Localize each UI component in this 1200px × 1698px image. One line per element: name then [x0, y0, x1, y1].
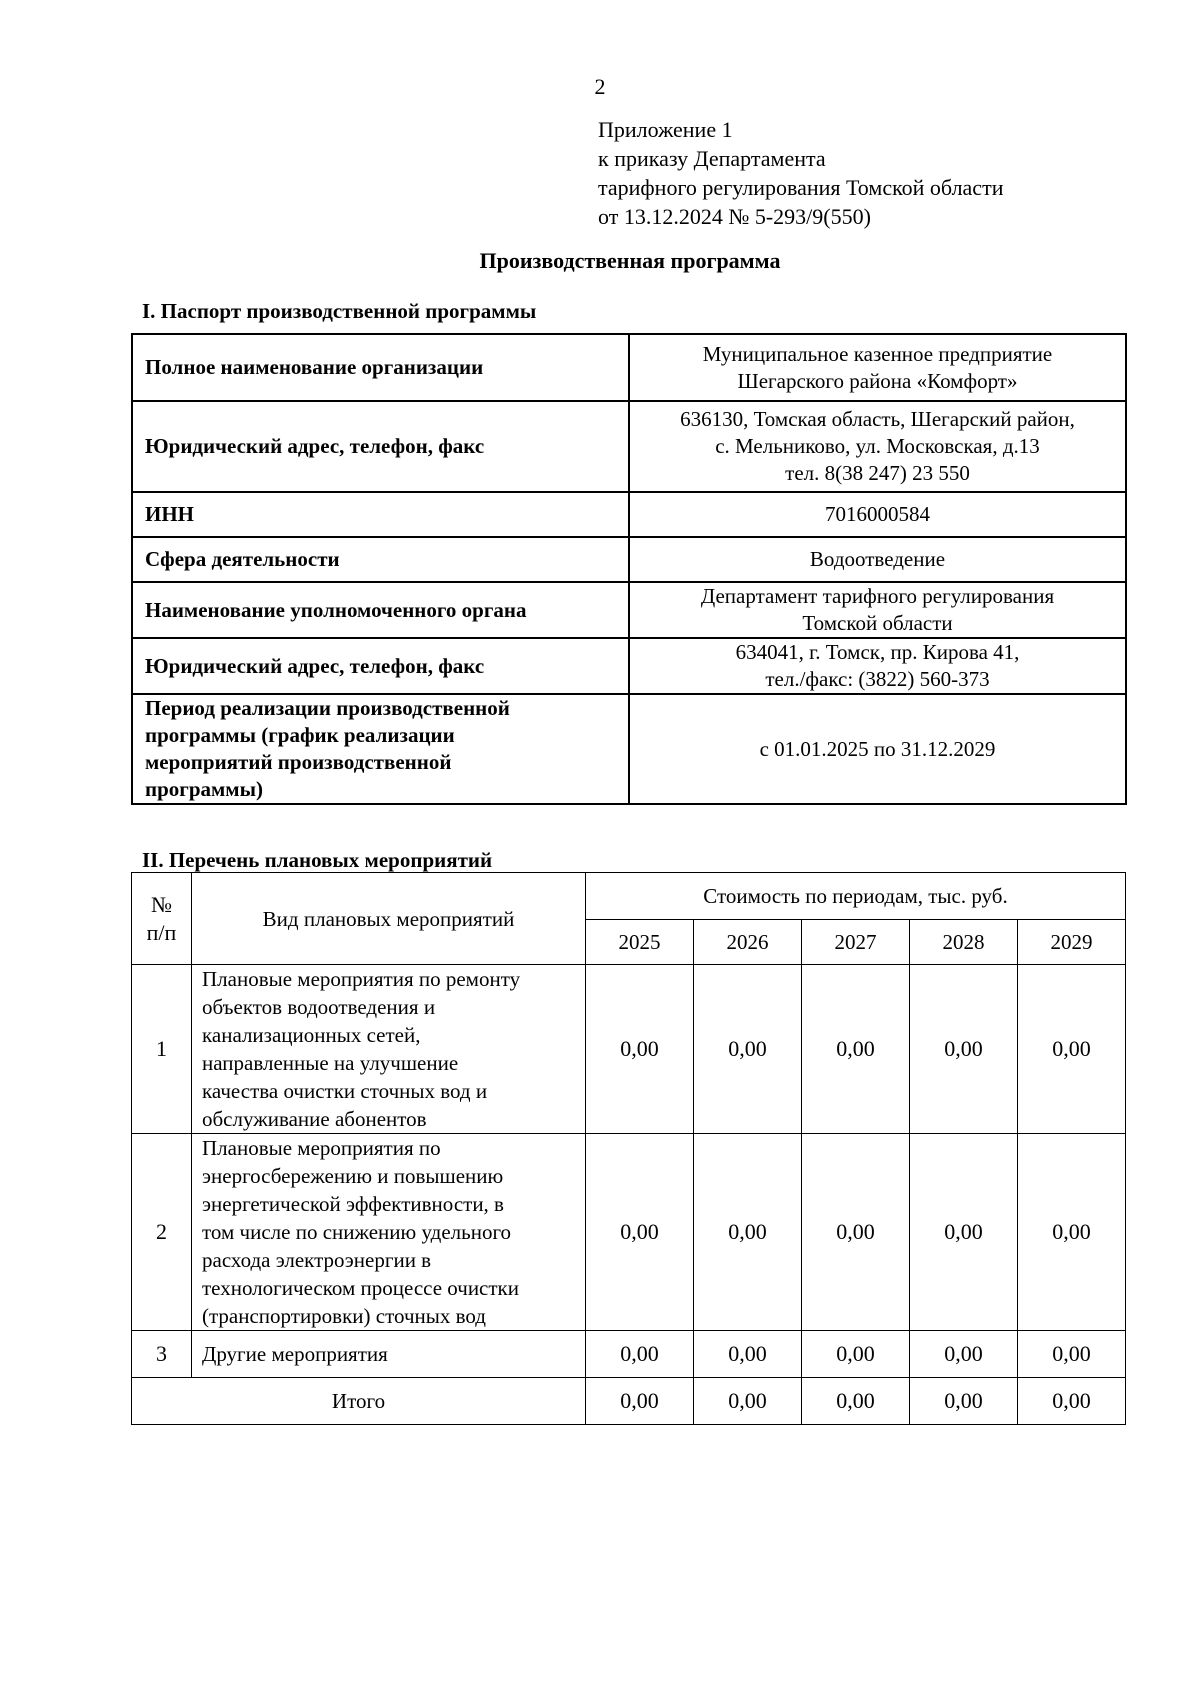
row-description-line: качества очистки сточных вод и [202, 1079, 488, 1103]
appendix-line-2: к приказу Департамента [598, 146, 826, 171]
passport-value-line: Томской области [802, 611, 953, 635]
passport-label-cell [132, 537, 629, 582]
row-description-line: энергосбережению и повышению [202, 1164, 504, 1188]
row-description-cell [192, 1331, 586, 1378]
table-row [132, 965, 1126, 1134]
header-year-cell: 2027 [802, 920, 910, 965]
passport-row [132, 694, 1126, 804]
row-description-line: направленные на улучшение [202, 1051, 459, 1075]
header-year-cell: 2026 [694, 920, 802, 965]
passport-label-cell [132, 401, 629, 492]
passport-value-line: тел./факс: (3822) 560-373 [765, 667, 990, 691]
passport-label-line: Период реализации производственной [145, 696, 510, 720]
row-description-line: том числе по снижению удельного [202, 1220, 512, 1244]
appendix-line-1: Приложение 1 [598, 117, 733, 142]
row-value-cell: 0,00 [586, 1134, 694, 1331]
header-number-line-1: № [151, 891, 172, 917]
appendix-line-4: от 13.12.2024 № 5-293/9(550) [598, 204, 871, 229]
row-number-cell: 1 [132, 965, 192, 1134]
passport-value-line: Департамент тарифного регулирования [700, 584, 1055, 608]
passport-row [132, 582, 1126, 638]
passport-label-line: программы (график реализации [145, 723, 455, 747]
row-description-line: канализационных сетей, [202, 1023, 421, 1047]
passport-value-line: с. Мельниково, ул. Московская, д.13 [715, 434, 1040, 458]
passport-value-cell [629, 582, 1126, 638]
table-row [132, 1134, 1126, 1331]
passport-value-line: Муниципальное казенное предприятие [702, 341, 1053, 366]
passport-row [132, 537, 1126, 582]
passport-value-cell [629, 638, 1126, 694]
row-description-line: объектов водоотведения и [202, 995, 436, 1019]
passport-value-cell [629, 537, 1126, 582]
row-description-cell [192, 965, 586, 1134]
row-value-cell: 0,00 [586, 1331, 694, 1378]
table-row [132, 1331, 1126, 1378]
passport-label-line: Полное наименование организации [145, 355, 484, 379]
passport-label-line: Юридический адрес, телефон, факс [145, 653, 485, 678]
passport-label-cell [132, 492, 629, 537]
appendix-line-3: тарифного регулирования Томской области [598, 175, 1004, 200]
passport-label-line: Наименование уполномоченного органа [145, 597, 527, 622]
total-value-cell: 0,00 [910, 1378, 1018, 1425]
header-cost-cell: Стоимость по периодам, тыс. руб. [586, 873, 1126, 920]
passport-table [131, 333, 1127, 805]
row-value-cell: 0,00 [1018, 1331, 1126, 1378]
passport-label-cell [132, 638, 629, 694]
section-2-title: II. Перечень плановых мероприятий [142, 848, 493, 872]
row-description-line: (транспортировки) сточных вод [202, 1304, 486, 1328]
passport-row [132, 638, 1126, 694]
header-year-cell: 2028 [910, 920, 1018, 965]
header-number-cell [132, 873, 192, 965]
row-value-cell: 0,00 [910, 965, 1018, 1134]
row-description-line: обслуживание абонентов [202, 1107, 427, 1131]
passport-row [132, 334, 1126, 401]
row-description-line: Плановые мероприятия по ремонту [202, 967, 521, 991]
document-title: Производственная программа [479, 248, 781, 273]
row-value-cell: 0,00 [1018, 1134, 1126, 1331]
row-value-cell: 0,00 [802, 965, 910, 1134]
passport-value-cell [629, 492, 1126, 537]
row-description-line: технологическом процессе очистки [202, 1276, 519, 1300]
row-value-cell: 0,00 [694, 965, 802, 1134]
passport-value-line: тел. 8(38 247) 23 550 [785, 461, 970, 485]
total-label-cell: Итого [132, 1378, 586, 1425]
row-value-cell: 0,00 [802, 1331, 910, 1378]
passport-label-cell [132, 334, 629, 401]
section-1-title: I. Паспорт производственной программы [142, 299, 537, 323]
plans-table [131, 872, 1126, 1425]
total-value-cell: 0,00 [694, 1378, 802, 1425]
row-value-cell: 0,00 [802, 1134, 910, 1331]
passport-label-line: ИНН [145, 502, 195, 526]
row-value-cell: 0,00 [910, 1331, 1018, 1378]
total-value-cell: 0,00 [586, 1378, 694, 1425]
passport-label-line: мероприятий производственной [145, 750, 452, 774]
row-description-line: Другие мероприятия [202, 1342, 388, 1366]
row-number-cell: 2 [132, 1134, 192, 1331]
passport-value-line: 636130, Томская область, Шегарский район, [680, 407, 1075, 431]
row-description-line: Плановые мероприятия по [202, 1136, 441, 1160]
passport-value-cell [629, 401, 1126, 492]
row-value-cell: 0,00 [586, 965, 694, 1134]
total-value-cell: 0,00 [1018, 1378, 1126, 1425]
passport-row [132, 401, 1126, 492]
row-value-cell: 0,00 [694, 1331, 802, 1378]
passport-value-cell [629, 694, 1126, 804]
passport-value-line: Водоотведение [809, 547, 946, 571]
row-value-cell: 0,00 [694, 1134, 802, 1331]
passport-label-line: программы) [145, 777, 263, 801]
row-value-cell: 0,00 [1018, 965, 1126, 1134]
row-description-line: расхода электроэнергии в [202, 1248, 432, 1272]
header-number-line-2: п/п [146, 919, 177, 945]
passport-value-line: 634041, г. Томск, пр. Кирова 41, [735, 640, 1020, 664]
row-description-line: энергетической эффективности, в [202, 1192, 504, 1216]
passport-value-line: с 01.01.2025 по 31.12.2029 [759, 736, 996, 761]
passport-value-line: 7016000584 [825, 502, 930, 526]
header-year-cell: 2029 [1018, 920, 1126, 965]
passport-label-line: Юридический адрес, телефон, факс [145, 434, 485, 458]
total-row [132, 1378, 1126, 1425]
row-value-cell: 0,00 [910, 1134, 1018, 1331]
passport-label-cell [132, 582, 629, 638]
total-value-cell: 0,00 [802, 1378, 910, 1425]
header-year-cell: 2025 [586, 920, 694, 965]
row-number-cell: 3 [132, 1331, 192, 1378]
passport-label-cell [132, 694, 629, 804]
passport-row [132, 492, 1126, 537]
passport-value-line: Шегарского района «Комфорт» [737, 368, 1018, 393]
appendix-block [598, 115, 1158, 231]
passport-value-cell [629, 334, 1126, 401]
passport-label-line: Сфера деятельности [145, 547, 340, 571]
header-kind-cell: Вид плановых мероприятий [192, 873, 586, 965]
row-description-cell [192, 1134, 586, 1331]
page-number: 2 [594, 74, 606, 99]
